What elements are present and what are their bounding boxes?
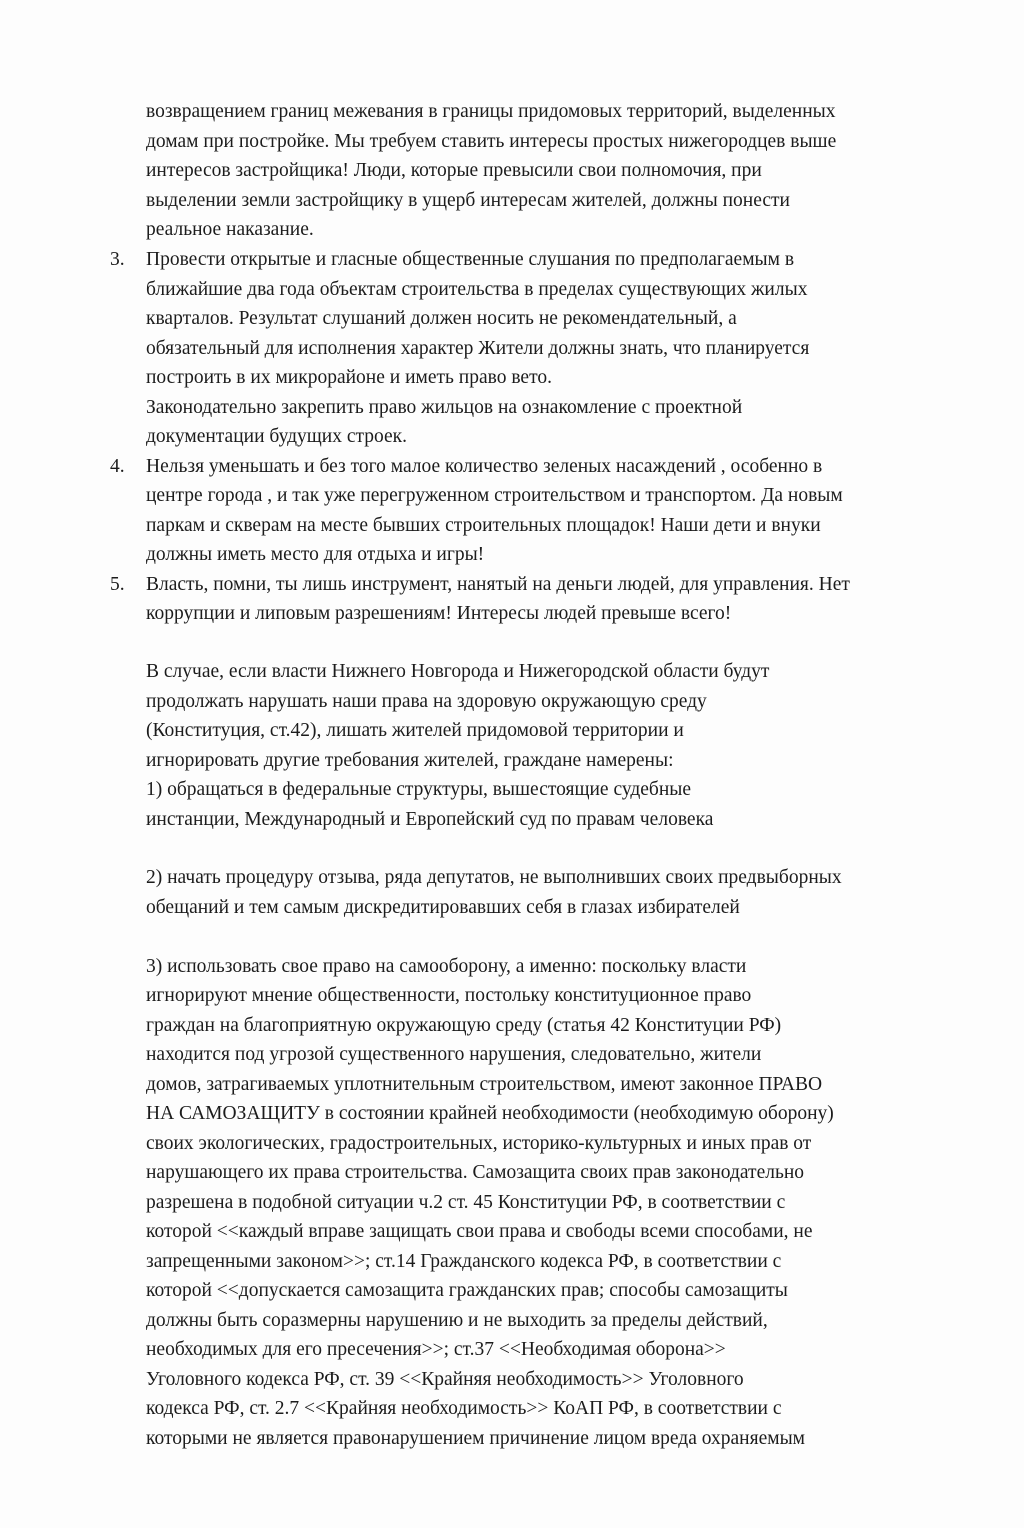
text-line: 3) использовать свое право на самооборону, а именно: поскольку власти [146,956,747,977]
text-line: должны быть соразмерны нарушению и не выходить за пределы действий, [146,1310,768,1331]
text-line: Провести открытые и гласные общественные слушания по предполагаемым в [146,249,795,270]
text-line: продолжать нарушать наши права на здоровую окружающую среду [146,691,707,712]
text-line: Уголовного кодекса РФ, ст. 39 <<Крайняя необходимость>> Уголовного [146,1369,744,1390]
text-line: своих экологических, градостроительных, историко-культурных и иных прав от [146,1133,812,1154]
text-line: игнорируют мнение общественности, постольку конституционное право [146,985,752,1006]
text-line: НА САМОЗАЩИТУ в состоянии крайней необходимости (необходимую оборону) [146,1103,834,1124]
text-line: которой <<каждый вправе защищать свои права и свободы всеми способами, не [146,1221,813,1242]
text-line: обязательный для исполнения характер Жители должны знать, что планируется [146,338,810,359]
text-line: ближайшие два года объектам строительства в пределах существующих жилых [146,279,808,300]
text-line: паркам и скверам на месте бывших строительных площадок! Наши дети и внуки [146,515,821,536]
text-line: (Конституция, ст.42), лишать жителей придомовой территории и [146,720,684,741]
text-line: возвращением границ межевания в границы придомовых территорий, выделенных [146,101,836,122]
text-line: 1) обращаться в федеральные структуры, вышестоящие судебные [146,779,692,800]
text-line: игнорировать другие требования жителей, граждане намерены: [146,750,674,771]
text-line: запрещенными законом>>; ст.14 Гражданского кодекса РФ, в соответствии с [146,1251,782,1272]
text-line: Нельзя уменьшать и без того малое количество зеленых насаждений , особенно в [146,456,823,477]
text-line: построить в их микрорайоне и иметь право вето. [146,367,552,388]
text-line: домам при постройке. Мы требуем ставить интересы простых нижегородцев выше [146,131,837,152]
text-line: граждан на благоприятную окружающую среду (статья 42 Конституции РФ) [146,1015,782,1036]
text-line: домов, затрагиваемых уплотнительным строительством, имеют законное ПРАВО [146,1074,823,1095]
text-line: 2) начать процедуру отзыва, ряда депутатов, не выполнивших своих предвыборных [146,867,842,888]
text-line: документации будущих строек. [146,426,407,447]
text-line: Власть, помни, ты лишь инструмент, нанятый на деньги людей, для управления. Нет [146,574,850,595]
list-number: 4. [110,456,125,477]
text-line: обещаний и тем самым дискредитировавших себя в глазах избирателей [146,897,740,918]
list-number: 5. [110,574,125,595]
text-line: коррупции и липовым разрешениям! Интересы людей превыше всего! [146,603,732,624]
text-line: разрешена в подобной ситуации ч.2 ст. 45 Конституции РФ, в соответствии с [146,1192,786,1213]
text-line: кодекса РФ, ст. 2.7 <<Крайняя необходимость>> КоАП РФ, в соответствии с [146,1398,782,1419]
text-line: которой <<допускается самозащита гражданских прав; способы самозащиты [146,1280,788,1301]
text-line: необходимых для его пресечения>>; ст.37 <<Необходимая оборона>> [146,1339,726,1360]
text-line: выделении земли застройщику в ущерб интересам жителей, должны понести [146,190,790,211]
text-line: реальное наказание. [146,219,314,240]
text-line: инстанции, Международный и Европейский суд по правам человека [146,809,714,830]
text-line: находится под угрозой существенного нарушения, следовательно, жители [146,1044,762,1065]
text-line: центре города , и так уже перегруженном строительством и транспортом. Да новым [146,485,843,506]
text-line: которыми не является правонарушением причинение лицом вреда охраняемым [146,1428,806,1449]
text-line: нарушающего их права строительства. Самозащита своих прав законодательно [146,1162,805,1183]
list-number: 3. [110,249,125,270]
text-line: кварталов. Результат слушаний должен носить не рекомендательный, а [146,308,737,329]
text-line: должны иметь место для отдыха и игры! [146,544,485,565]
text-line: В случае, если власти Нижнего Новгорода и Нижегородской области будут [146,661,770,682]
text-line: интересов застройщика! Люди, которые превысили свои полномочия, при [146,160,762,181]
text-line: Законодательно закрепить право жильцов на ознакомление с проектной [146,397,743,418]
